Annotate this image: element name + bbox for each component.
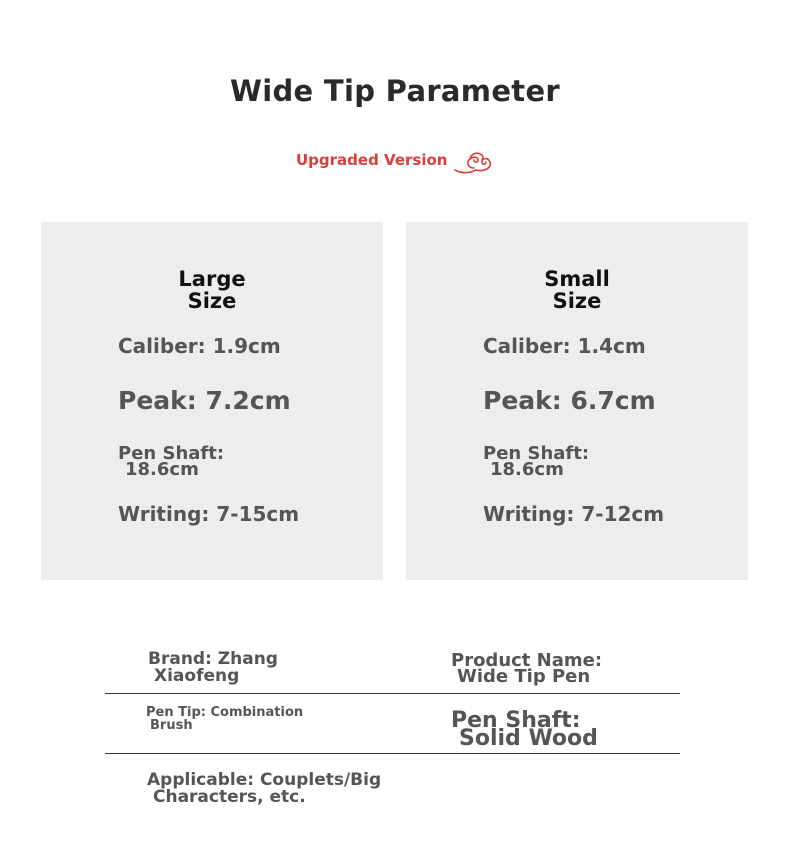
caliber-value: Caliber: 1.9cm [118, 334, 281, 358]
divider [105, 693, 680, 694]
cloud-icon [452, 148, 496, 176]
brand-spec: Brand: Zhang Xiaofeng [148, 649, 278, 686]
writing-value: Writing: 7-15cm [118, 502, 300, 526]
large-size-card [41, 222, 383, 580]
applicable-spec: Applicable: Couplets/Big Characters, etc. [147, 770, 382, 807]
peak-value: Peak: 7.2cm [118, 386, 291, 415]
pen-shaft-value: Pen Shaft: 18.6cm [483, 443, 590, 480]
small-size-card [406, 222, 748, 580]
writing-value: Writing: 7-12cm [483, 502, 665, 526]
product-name-spec: Product Name: Wide Tip Pen [451, 650, 603, 687]
subtitle: Upgraded Version [296, 151, 448, 169]
caliber-value: Caliber: 1.4cm [483, 334, 646, 358]
pen-shaft-spec: Pen Shaft: Solid Wood [451, 708, 598, 751]
card-heading: Large Size [178, 267, 246, 313]
card-heading: Small Size [544, 267, 610, 313]
pen-shaft-value: Pen Shaft: 18.6cm [118, 443, 225, 480]
pen-tip-spec: Pen Tip: Combination Brush [146, 705, 304, 733]
page-title: Wide Tip Parameter [229, 74, 561, 108]
divider [105, 753, 680, 754]
peak-value: Peak: 6.7cm [483, 386, 656, 415]
